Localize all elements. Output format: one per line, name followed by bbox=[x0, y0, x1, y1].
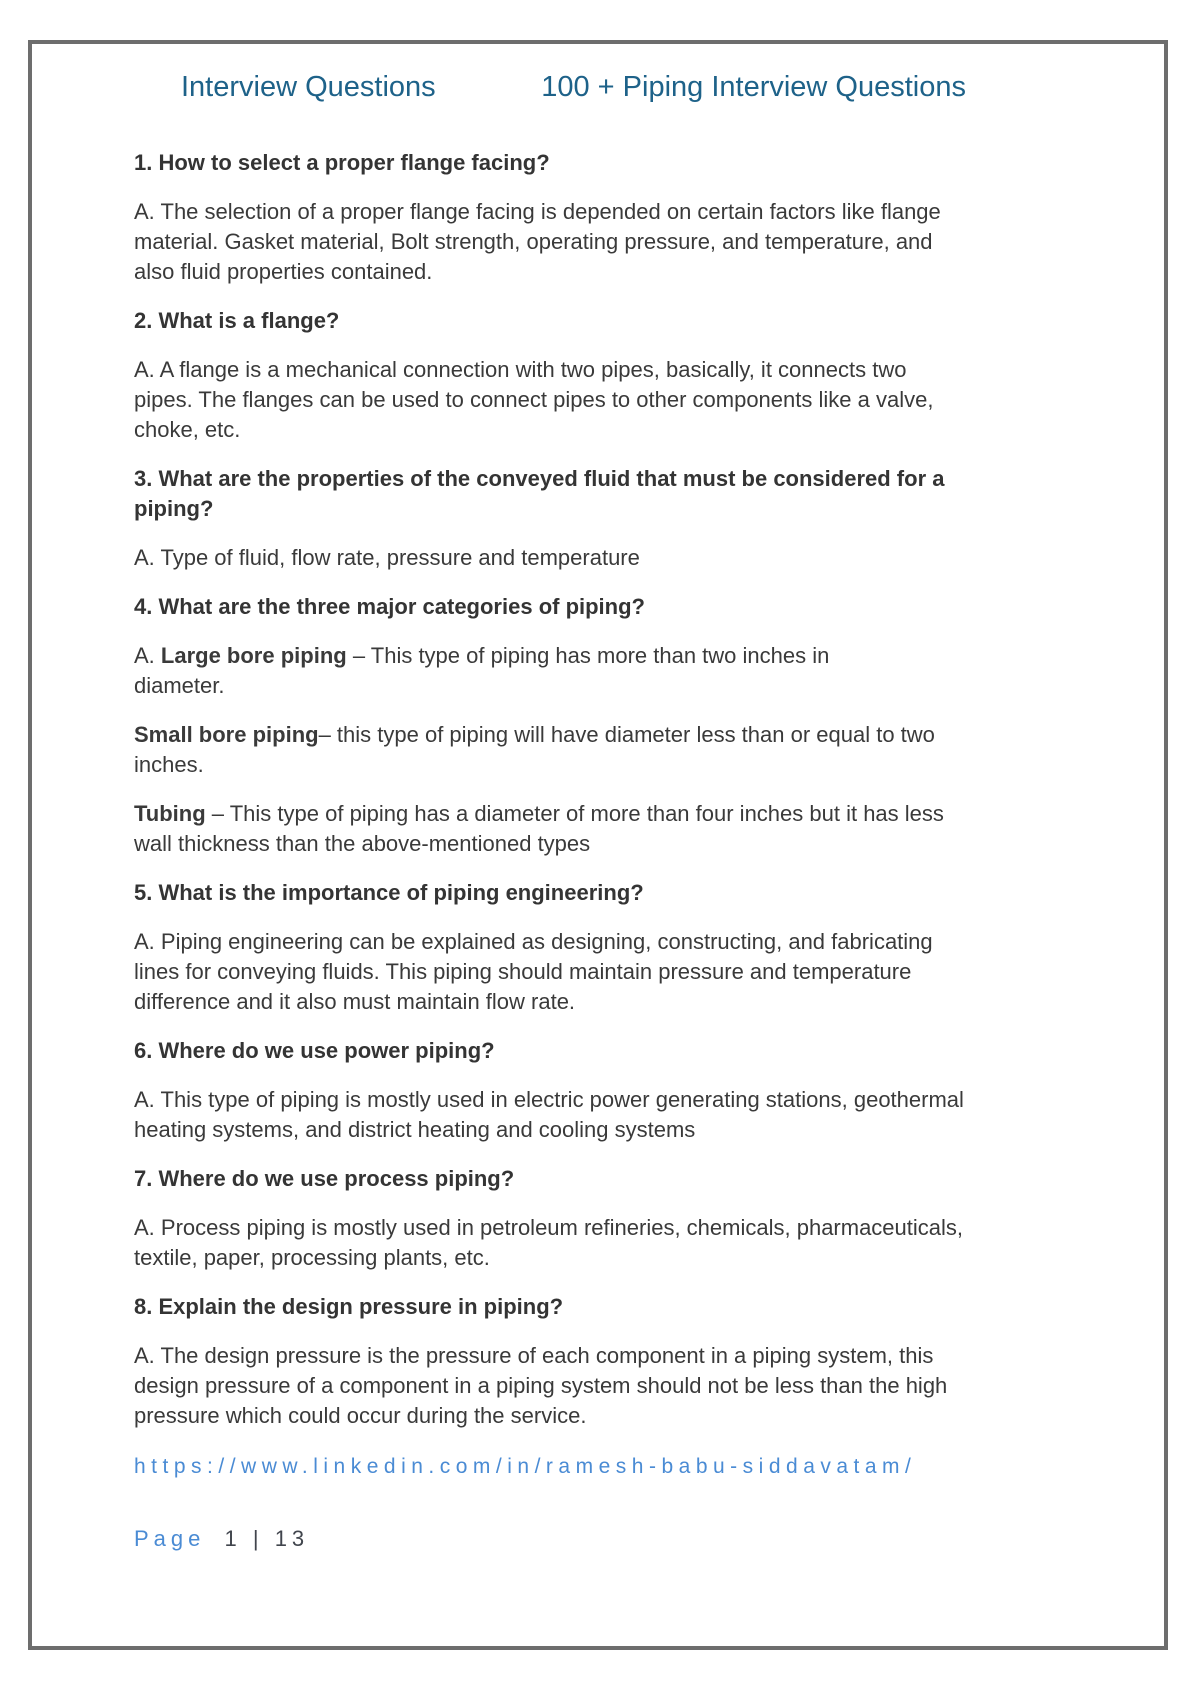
answer-paragraph bbox=[134, 1213, 966, 1273]
question-heading: 1. How to select a proper flange facing? bbox=[134, 150, 550, 175]
answer-text: – This type of piping has more than two inches in bbox=[346, 643, 830, 668]
answer-paragraph bbox=[134, 641, 966, 701]
question-heading: 3. What are the properties of the conveyed fluid that must be considered for a piping? bbox=[134, 466, 945, 521]
answer-text: A. Process piping is mostly used in petroleum refineries, chemicals, pharmaceuticals, textile, paper, processing plants, etc. bbox=[134, 1215, 964, 1270]
answer-text: – this type of piping will have diameter less than or equal to two inches. bbox=[134, 722, 935, 777]
answer-paragraph bbox=[134, 355, 966, 445]
answer-paragraph bbox=[134, 1085, 966, 1145]
answer-text: A. This type of piping is mostly used in electric power generating stations, geothermal heating systems, and district heating and cooling systems bbox=[134, 1087, 964, 1142]
page-content bbox=[32, 44, 1164, 1554]
answer-paragraph bbox=[134, 720, 966, 780]
question-heading: 6. Where do we use power piping? bbox=[134, 1038, 495, 1063]
answer-text: A. Piping engineering can be explained as designing, constructing, and fabricating lines for conveying fluids. This piping should maintain pressure and temperature difference and it also must maintain flow rate. bbox=[134, 929, 933, 1014]
answer-text: A. The selection of a proper flange facing is depended on certain factors like flange material. Gasket material, Bolt strength, operating pressure, and temperature, and also fluid properties contained. bbox=[134, 199, 941, 284]
answer-text: A. bbox=[134, 643, 161, 668]
answer-bold-term: Large bore piping bbox=[160, 643, 347, 668]
question-heading: 4. What are the three major categories of piping? bbox=[134, 594, 645, 619]
answer-text: A. The design pressure is the pressure of each component in a piping system, this design pressure of a component in a piping system should not be less than the high pressure which could occur during the service. bbox=[134, 1343, 948, 1428]
linkedin-profile-link[interactable]: https://www.linkedin.com/in/ramesh-babu-siddavatam/ bbox=[134, 1455, 917, 1478]
answer-text: – This type of piping has a diameter of more than four inches but it has less wall thickness than the above-mentioned types bbox=[134, 801, 944, 856]
document-page bbox=[28, 40, 1168, 1650]
header-left-title: Interview Questions bbox=[181, 71, 436, 103]
page-footer-number: 1 | 13 bbox=[224, 1526, 310, 1551]
question-heading: 8. Explain the design pressure in piping? bbox=[134, 1294, 564, 1319]
question-heading: 5. What is the importance of piping engineering? bbox=[134, 880, 644, 905]
question-heading: 2. What is a flange? bbox=[134, 308, 340, 333]
answer-text: A. Type of fluid, flow rate, pressure and temperature bbox=[134, 545, 640, 570]
answer-paragraph bbox=[134, 197, 966, 287]
document-blocks bbox=[134, 148, 966, 1482]
page-footer bbox=[134, 1524, 966, 1554]
link-line bbox=[134, 1451, 966, 1482]
answer-paragraph bbox=[134, 799, 966, 859]
header-right-title: 100 + Piping Interview Questions bbox=[541, 71, 966, 103]
document-header bbox=[134, 70, 966, 104]
answer-paragraph bbox=[134, 927, 966, 1017]
answer-paragraph bbox=[134, 1341, 966, 1431]
answer-bold-term: Tubing bbox=[134, 801, 206, 826]
answer-text: A. A flange is a mechanical connection with two pipes, basically, it connects two pipes. The flanges can be used to connect pipes to other components like a valve, choke, etc. bbox=[134, 357, 934, 442]
answer-text: diameter. bbox=[134, 673, 225, 698]
answer-bold-term: Small bore piping bbox=[134, 722, 319, 747]
question-heading: 7. Where do we use process piping? bbox=[134, 1166, 515, 1191]
page-footer-label: Page bbox=[134, 1526, 206, 1551]
answer-paragraph bbox=[134, 543, 966, 573]
